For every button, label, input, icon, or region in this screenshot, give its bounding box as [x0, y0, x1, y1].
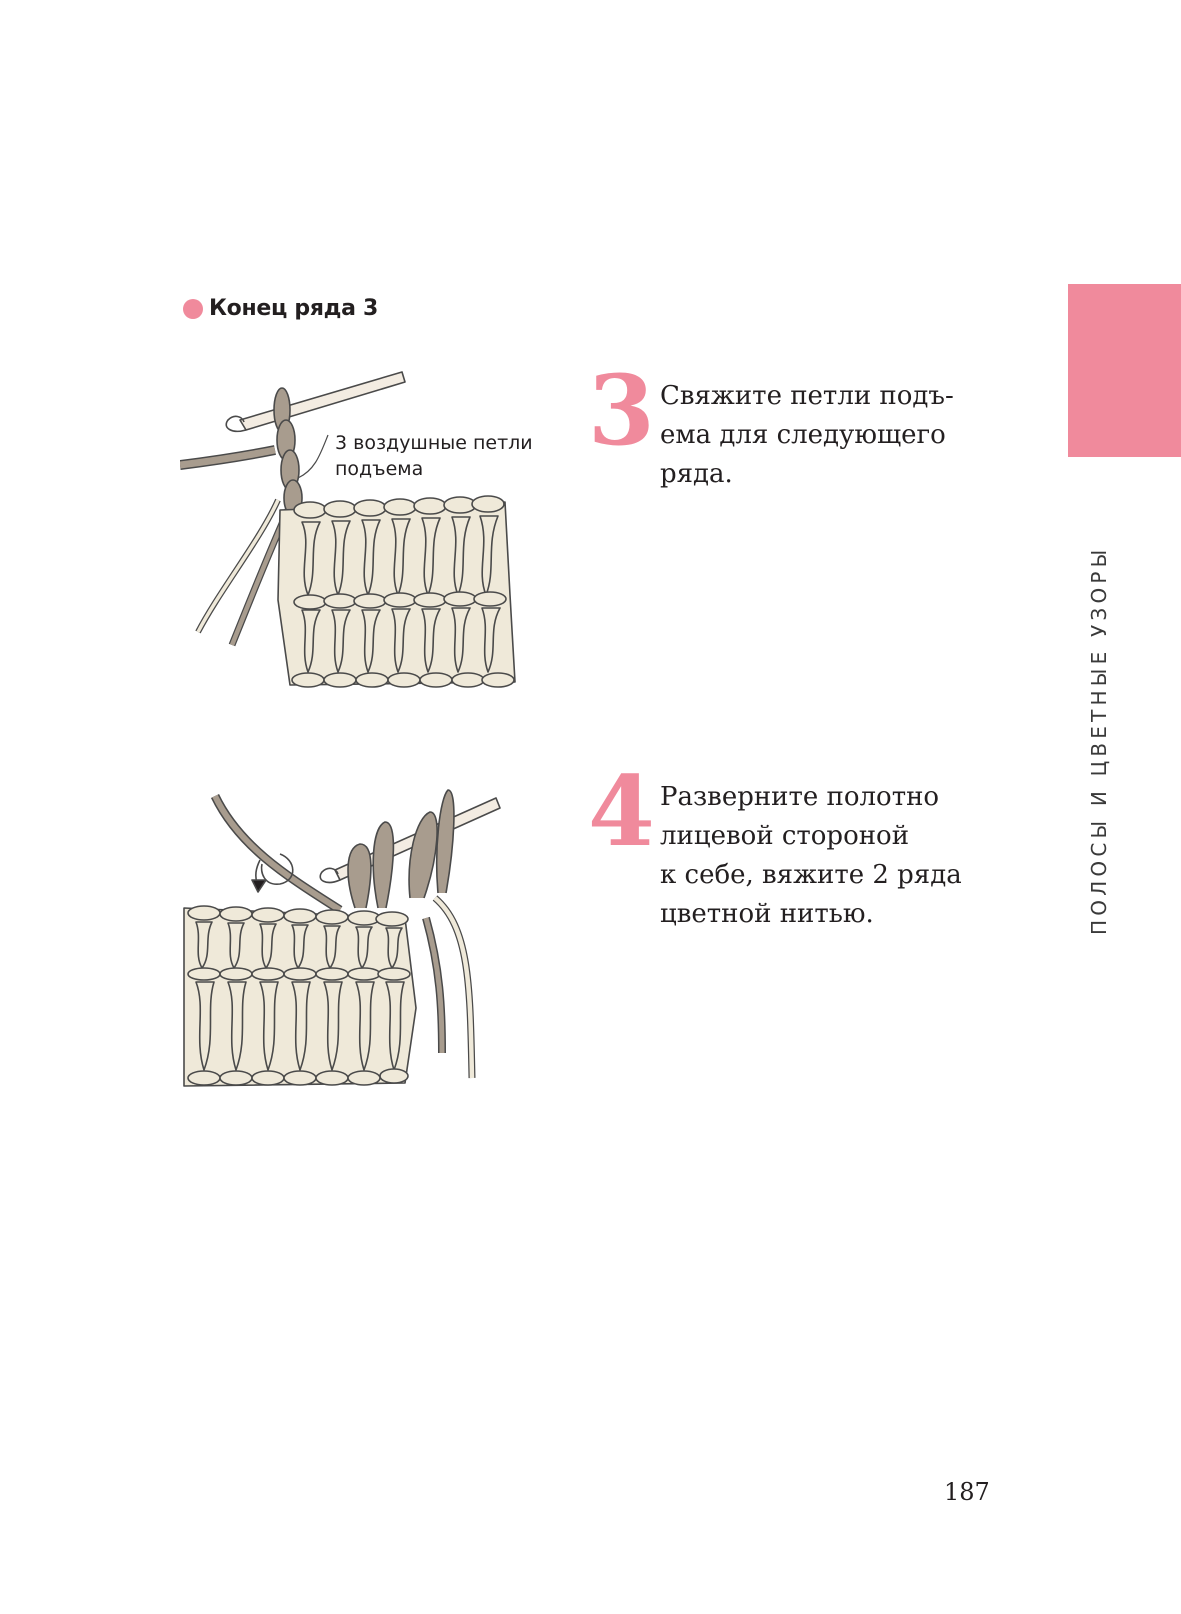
callout-lift-chain [335, 430, 533, 482]
chapter-tab [1068, 284, 1181, 457]
step-line: ема для следующего [660, 420, 946, 450]
crochet-illustration-step-3 [180, 370, 540, 715]
crochet-illustration-step-4 [180, 768, 520, 1123]
page-number: 187 [944, 1478, 990, 1506]
step-text [660, 778, 962, 934]
step-line: цветной нитью. [660, 899, 874, 929]
step-line: Разверните полотно [660, 782, 940, 812]
step-3 [588, 354, 954, 494]
step-line: Свяжите петли подъ- [660, 381, 954, 411]
callout-line: подъема [335, 458, 424, 480]
bullet-icon [183, 299, 203, 319]
section-heading [183, 296, 378, 321]
callout-line: 3 воздушные петли [335, 432, 533, 454]
step-line: ряда. [660, 459, 733, 489]
step-line: к себе, вяжите 2 ряда [660, 860, 962, 890]
section-title: Конец ряда 3 [209, 296, 379, 321]
step-number: 3 [588, 354, 655, 467]
chapter-label: ПОЛОСЫ И ЦВЕТНЫЕ УЗОРЫ [1087, 545, 1111, 935]
step-line: лицевой стороной [660, 821, 910, 851]
step-4 [588, 755, 962, 934]
step-number: 4 [588, 755, 655, 868]
step-text [660, 377, 954, 494]
